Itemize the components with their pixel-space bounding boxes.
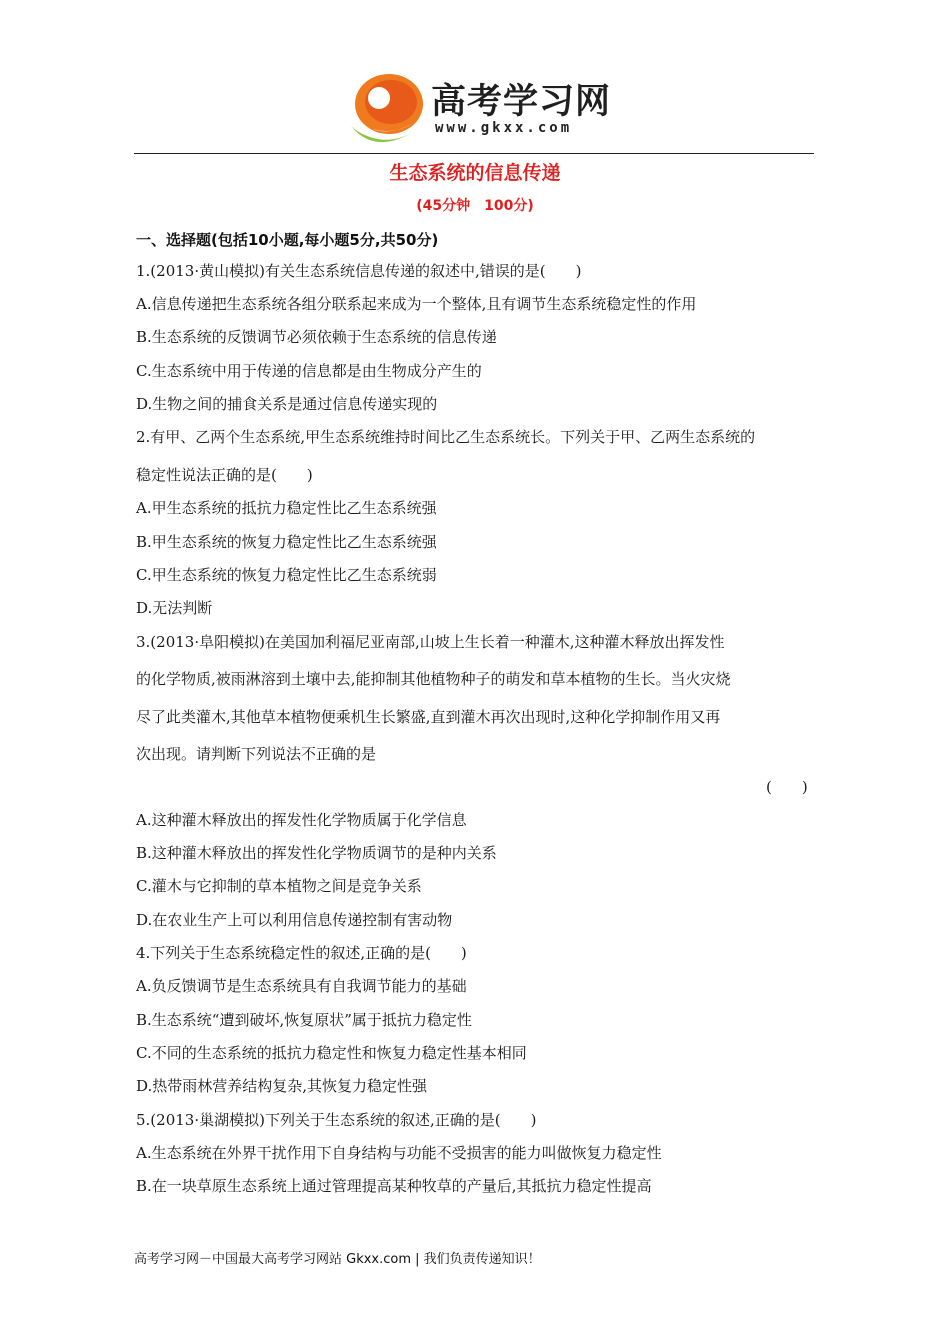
option-2c: C.甲生态系统的恢复力稳定性比乙生态系统弱 — [136, 566, 437, 584]
option-1a: A.信息传递把生态系统各组分联系起来成为一个整体,且有调节生态系统稳定性的作用 — [136, 295, 697, 313]
option-4a: A.负反馈调节是生态系统具有自我调节能力的基础 — [136, 977, 467, 995]
question-4: 4.下列关于生态系统稳定性的叙述,正确的是( ) — [136, 944, 467, 962]
question-3-cont1: 的化学物质,被雨淋溶到土壤中去,能抑制其他植物种子的萌发和草本植物的生长。当火灾烧 — [136, 670, 731, 688]
option-1d: D.生物之间的捕食关系是通过信息传递实现的 — [136, 395, 438, 413]
page-footer: 高考学习网－中国最大高考学习网站 Gkxx.com | 我们负责传递知识！ — [134, 1252, 541, 1267]
option-2b: B.甲生态系统的恢复力稳定性比乙生态系统强 — [136, 533, 437, 551]
answer-paren: ( ) — [766, 778, 808, 796]
site-logo — [345, 68, 615, 152]
question-2: 2.有甲、乙两个生态系统,甲生态系统维持时间比乙生态系统长。下列关于甲、乙两生态系统的 — [136, 428, 756, 446]
question-3-cont3: 次出现。请判断下列说法不正确的是 — [136, 745, 377, 763]
question-1: 1.(2013·黄山模拟)有关生态系统信息传递的叙述中,错误的是( ) — [136, 262, 582, 280]
header-rule — [134, 153, 814, 154]
option-3b: B.这种灌木释放出的挥发性化学物质调节的是种内关系 — [136, 844, 497, 862]
option-1b: B.生态系统的反馈调节必须依赖于生态系统的信息传递 — [136, 328, 497, 346]
question-3: 3.(2013·阜阳模拟)在美国加利福尼亚南部,山坡上生长着一种灌木,这种灌木释放出挥发性 — [136, 633, 725, 651]
question-5: 5.(2013·巢湖模拟)下列关于生态系统的叙述,正确的是( ) — [136, 1111, 537, 1129]
option-3c: C.灌木与它抑制的草本植物之间是竞争关系 — [136, 877, 422, 895]
option-3a: A.这种灌木释放出的挥发性化学物质属于化学信息 — [136, 811, 467, 829]
option-1c: C.生态系统中用于传递的信息都是由生物成分产生的 — [136, 362, 482, 380]
logo-emblem-icon — [345, 68, 429, 152]
logo-title: 高考学习网 — [431, 82, 612, 122]
document-subtitle: (45分钟 100分) — [416, 198, 534, 214]
option-4c: C.不同的生态系统的抵抗力稳定性和恢复力稳定性基本相同 — [136, 1044, 527, 1062]
option-2a: A.甲生态系统的抵抗力稳定性比乙生态系统强 — [136, 499, 437, 517]
question-3-cont2: 尽了此类灌木,其他草本植物便乘机生长繁盛,直到灌木再次出现时,这种化学抑制作用又再 — [136, 708, 721, 726]
option-5a: A.生态系统在外界干扰作用下自身结构与功能不受损害的能力叫做恢复力稳定性 — [136, 1144, 662, 1162]
option-5b: B.在一块草原生态系统上通过管理提高某种牧草的产量后,其抵抗力稳定性提高 — [136, 1177, 652, 1195]
option-3d: D.在农业生产上可以利用信息传递控制有害动物 — [136, 911, 453, 929]
option-4d: D.热带雨林营养结构复杂,其恢复力稳定性强 — [136, 1077, 428, 1095]
logo-url: www.gkxx.com — [435, 120, 573, 136]
document-title: 生态系统的信息传递 — [389, 162, 561, 184]
option-4b: B.生态系统“遭到破坏,恢复原状”属于抵抗力稳定性 — [136, 1011, 472, 1029]
option-2d: D.无法判断 — [136, 599, 213, 617]
question-2-cont: 稳定性说法正确的是( ) — [136, 466, 313, 484]
section-heading: 一、选择题(包括10小题,每小题5分,共50分) — [136, 231, 439, 249]
